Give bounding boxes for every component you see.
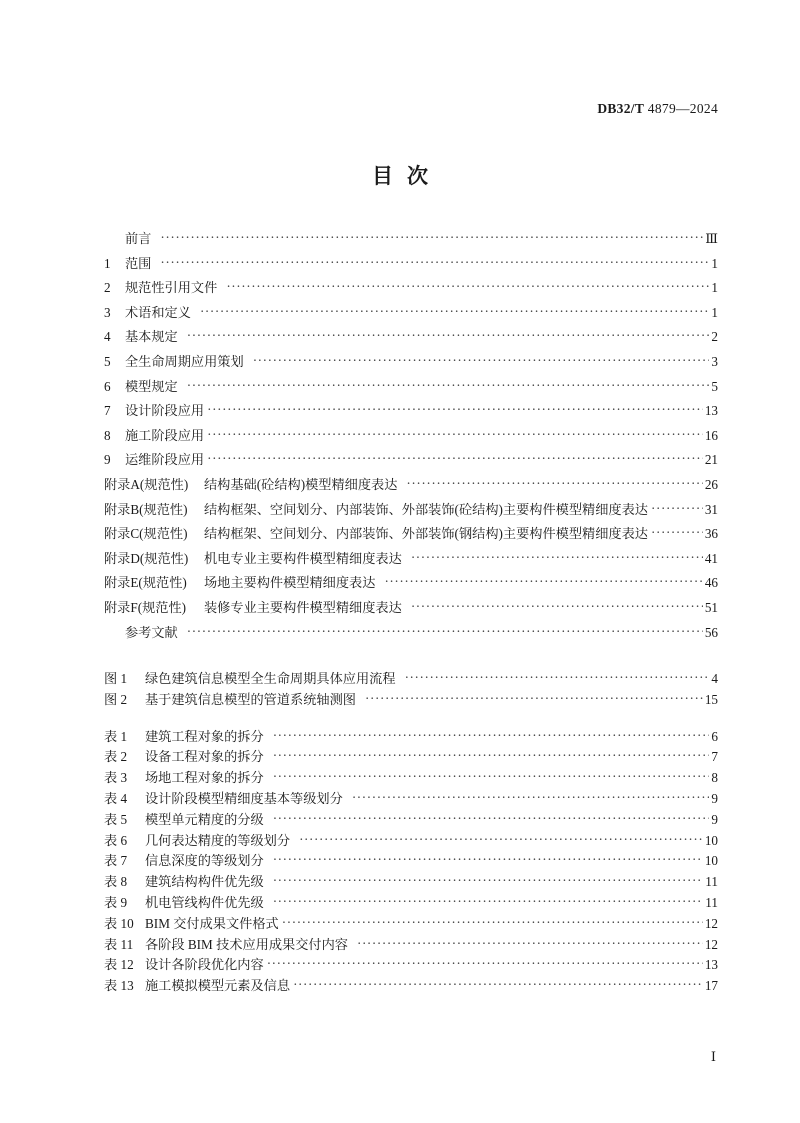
- dot-leader: [384, 575, 702, 588]
- toc-entry-clause-9[interactable]: [104, 453, 718, 478]
- entry-page: 11: [705, 895, 718, 911]
- entry-number: 表 1: [104, 728, 128, 744]
- entry-page: 8: [711, 770, 718, 786]
- dot-leader: [226, 280, 709, 293]
- entry-number: 表 7: [104, 853, 128, 869]
- dot-leader: [200, 305, 709, 318]
- toc-entry-table-6[interactable]: [104, 834, 718, 855]
- entry-page: 36: [704, 526, 718, 542]
- entry-page: 46: [704, 575, 718, 591]
- entry-page: 41: [704, 550, 718, 566]
- toc-entry-clause-3[interactable]: [104, 306, 718, 331]
- entry-label: 施工阶段应用: [125, 427, 205, 443]
- entry-number: 表 3: [104, 770, 128, 786]
- entry-label: 设计阶段应用: [125, 403, 205, 419]
- dot-leader: [357, 937, 703, 950]
- entry-page: 12: [704, 936, 718, 952]
- entry-label: 设备工程对象的拆分: [145, 749, 264, 765]
- entry-label: 装修专业主要构件模型精细度表达: [204, 599, 402, 615]
- entry-label: 基本规定: [125, 329, 178, 345]
- entry-label: 前言: [125, 231, 152, 246]
- entry-number: 附录F(规范性): [104, 599, 187, 615]
- entry-page: 13: [704, 403, 718, 419]
- entry-number: 附录C(规范性): [104, 526, 188, 542]
- dot-leader: [273, 874, 704, 887]
- section-spacer: [104, 650, 718, 672]
- entry-label: 范围: [125, 255, 152, 271]
- entry-page: 26: [704, 476, 718, 492]
- toc-entry-annex-a[interactable]: [104, 478, 718, 503]
- entry-page: 9: [711, 811, 718, 827]
- entry-label: 术语和定义: [125, 304, 191, 320]
- entry-label: 场地工程对象的拆分: [145, 770, 264, 786]
- dot-leader: [282, 916, 703, 929]
- entry-page: 51: [704, 599, 718, 615]
- toc-entry-clause-6[interactable]: [104, 380, 718, 405]
- document-standard-header: [597, 101, 718, 117]
- standard-number: 4879—2024: [644, 101, 718, 116]
- entry-label: 模型单元精度的分级: [145, 811, 264, 827]
- dot-leader: [293, 978, 703, 991]
- entry-page: 6: [711, 728, 718, 744]
- toc-entry-table-4[interactable]: [104, 792, 718, 813]
- dot-leader: [273, 770, 710, 783]
- entry-page: 4: [711, 671, 718, 687]
- dot-leader: [406, 477, 702, 490]
- entry-number: 表 10: [104, 915, 134, 931]
- dot-leader: [207, 452, 703, 465]
- toc-entry-clause-1[interactable]: [104, 257, 718, 282]
- toc-entry-clause-4[interactable]: [104, 330, 718, 355]
- dot-leader: [207, 403, 703, 416]
- entry-number: 2: [104, 280, 111, 296]
- toc-entry-table-1[interactable]: [104, 730, 718, 751]
- entry-label: 结构基础(砼结构)模型精细度表达: [204, 476, 398, 492]
- toc-entry-table-10[interactable]: [104, 917, 718, 938]
- toc-entry-table-9[interactable]: [104, 896, 718, 917]
- entry-label: 各阶段 BIM 技术应用成果交付内容: [145, 936, 348, 952]
- section-spacer: [104, 714, 718, 730]
- entry-number: 1: [104, 255, 111, 271]
- entry-number: 9: [104, 452, 111, 468]
- entry-number: 表 5: [104, 811, 128, 827]
- dot-leader: [273, 749, 710, 762]
- entry-number: 图 1: [104, 671, 128, 687]
- entry-page: 5: [711, 378, 718, 394]
- entry-label: 场地主要构件模型精细度表达: [204, 575, 376, 591]
- entry-page: 12: [704, 915, 718, 931]
- dot-leader: [160, 256, 709, 269]
- dot-leader: [411, 600, 703, 613]
- entry-page: 7: [711, 749, 718, 765]
- dot-leader: [187, 329, 710, 342]
- entry-page: 10: [704, 853, 718, 869]
- table-of-contents: [104, 232, 718, 1000]
- entry-label: 基于建筑信息模型的管道系统轴测图: [145, 691, 356, 707]
- entry-number: 附录A(规范性): [104, 476, 189, 492]
- entry-label: 结构框架、空间划分、内部装饰、外部装饰(钢结构)主要构件模型精细度表达: [204, 526, 648, 542]
- entry-page: 3: [711, 353, 718, 369]
- entry-label: 模型规定: [125, 378, 178, 394]
- dot-leader: [207, 428, 703, 441]
- toc-entry-annex-e[interactable]: [104, 576, 718, 601]
- entry-number: 附录E(规范性): [104, 575, 187, 591]
- dot-leader: [273, 853, 703, 866]
- dot-leader: [253, 354, 710, 367]
- entry-label: 参考文献: [125, 624, 178, 640]
- entry-number: 附录B(规范性): [104, 501, 188, 517]
- dot-leader: [187, 379, 710, 392]
- entry-number: 图 2: [104, 691, 128, 707]
- entry-page: 11: [705, 874, 718, 890]
- entry-label: 机电管线构件优先级: [145, 895, 264, 911]
- toc-entry-annex-d[interactable]: [104, 552, 718, 577]
- dot-leader: [651, 526, 703, 539]
- dot-leader: [651, 502, 703, 515]
- entry-number: 表 6: [104, 832, 128, 848]
- entry-page: 15: [704, 691, 718, 707]
- entry-number: 表 13: [104, 978, 134, 994]
- entry-number: 4: [104, 329, 111, 345]
- toc-entry-clause-5[interactable]: [104, 355, 718, 380]
- toc-entry-table-2[interactable]: [104, 750, 718, 771]
- entry-page: 16: [704, 427, 718, 443]
- dot-leader: [352, 791, 710, 804]
- toc-entry-clause-7[interactable]: [104, 404, 718, 429]
- toc-entry-clause-2[interactable]: [104, 281, 718, 306]
- standard-prefix: DB32/T: [597, 101, 645, 116]
- entry-page: 21: [704, 452, 718, 468]
- toc-entry-table-5[interactable]: [104, 813, 718, 834]
- entry-label: 建筑工程对象的拆分: [145, 728, 264, 744]
- entry-number: 表 11: [104, 936, 134, 952]
- entry-number: 3: [104, 304, 111, 320]
- toc-entry-table-13[interactable]: [104, 979, 718, 1000]
- toc-entry-annex-b[interactable]: [104, 503, 718, 528]
- entry-number: 表 2: [104, 749, 128, 765]
- dot-leader: [267, 957, 703, 970]
- entry-number: 表 4: [104, 791, 128, 807]
- dot-leader: [187, 625, 703, 638]
- toc-entry-annex-c[interactable]: [104, 527, 718, 552]
- toc-entry-clause-8[interactable]: [104, 429, 718, 454]
- dot-leader: [411, 551, 703, 564]
- entry-page: 9: [711, 791, 718, 807]
- toc-entry-annex-f[interactable]: [104, 601, 718, 626]
- toc-entry-preface[interactable]: [104, 232, 718, 257]
- entry-number: 表 9: [104, 895, 128, 911]
- dot-leader: [273, 812, 710, 825]
- page-title: 目次: [372, 165, 442, 188]
- entry-label: 机电专业主要构件模型精细度表达: [204, 550, 402, 566]
- entry-label: 运维阶段应用: [125, 452, 205, 468]
- toc-entry-table-3[interactable]: [104, 771, 718, 792]
- entry-label: 结构框架、空间划分、内部装饰、外部装饰(砼结构)主要构件模型精细度表达: [204, 501, 648, 517]
- entry-number: 表 12: [104, 957, 134, 973]
- entry-label: 绿色建筑信息模型全生命周期具体应用流程: [145, 671, 396, 687]
- toc-entry-table-11[interactable]: [104, 938, 718, 959]
- entry-page: 2: [711, 329, 718, 345]
- entry-page: Ⅲ: [705, 231, 718, 246]
- entry-label: 规范性引用文件: [125, 280, 218, 296]
- toc-entry-figure-2[interactable]: [104, 693, 718, 714]
- entry-page: 1: [711, 255, 718, 271]
- entry-page: 1: [711, 304, 718, 320]
- entry-label: 信息深度的等级划分: [145, 853, 264, 869]
- entry-page: 31: [704, 501, 718, 517]
- dot-leader: [273, 729, 710, 742]
- toc-entry-table-8[interactable]: [104, 875, 718, 896]
- entry-label: 设计阶段模型精细度基本等级划分: [145, 791, 343, 807]
- entry-number: 附录D(规范性): [104, 550, 189, 566]
- entry-number: 7: [104, 403, 111, 419]
- entry-number: 5: [104, 353, 111, 369]
- entry-number: 表 8: [104, 874, 128, 890]
- toc-entry-figure-1[interactable]: [104, 672, 718, 693]
- entry-number: 6: [104, 378, 111, 394]
- dot-leader: [273, 895, 704, 908]
- dot-leader: [405, 671, 710, 684]
- entry-page: 1: [711, 280, 718, 296]
- entry-page: 17: [704, 978, 718, 994]
- page-folio: Ⅰ: [710, 1049, 716, 1064]
- dot-leader: [365, 692, 703, 705]
- dot-leader: [299, 833, 703, 846]
- entry-label: 设计各阶段优化内容: [145, 957, 264, 973]
- entry-label: BIM 交付成果文件格式: [145, 915, 279, 931]
- entry-label: 全生命周期应用策划: [125, 353, 244, 369]
- entry-label: 几何表达精度的等级划分: [145, 832, 291, 848]
- dot-leader: [160, 231, 703, 244]
- entry-page: 56: [704, 624, 718, 640]
- entry-page: 10: [704, 832, 718, 848]
- entry-label: 施工模拟模型元素及信息: [145, 978, 291, 994]
- entry-page: 13: [704, 957, 718, 973]
- entry-number: 8: [104, 427, 111, 443]
- toc-entry-table-7[interactable]: [104, 854, 718, 875]
- toc-entry-table-12[interactable]: [104, 958, 718, 979]
- entry-label: 建筑结构构件优先级: [145, 874, 264, 890]
- toc-entry-references[interactable]: [104, 626, 718, 651]
